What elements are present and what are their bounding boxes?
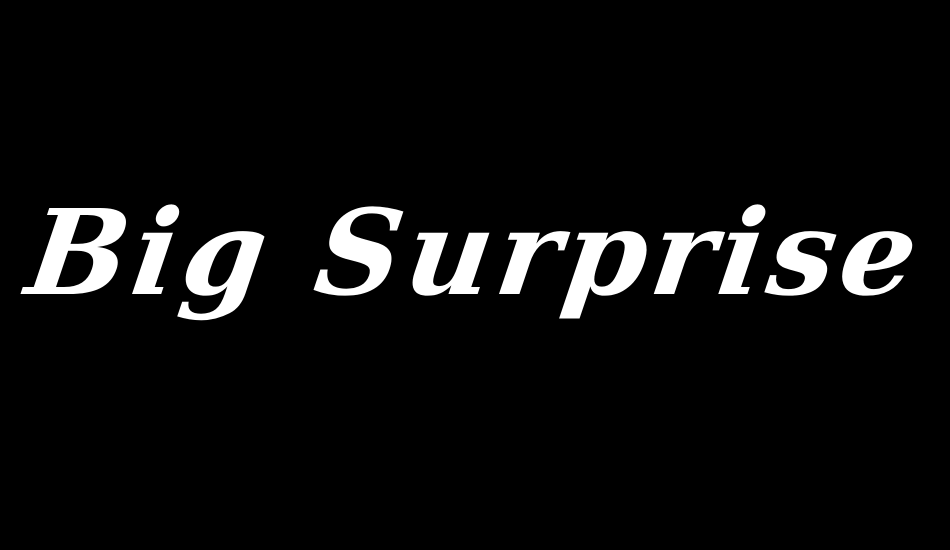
- specimen-text: Big Surprise: [19, 183, 932, 322]
